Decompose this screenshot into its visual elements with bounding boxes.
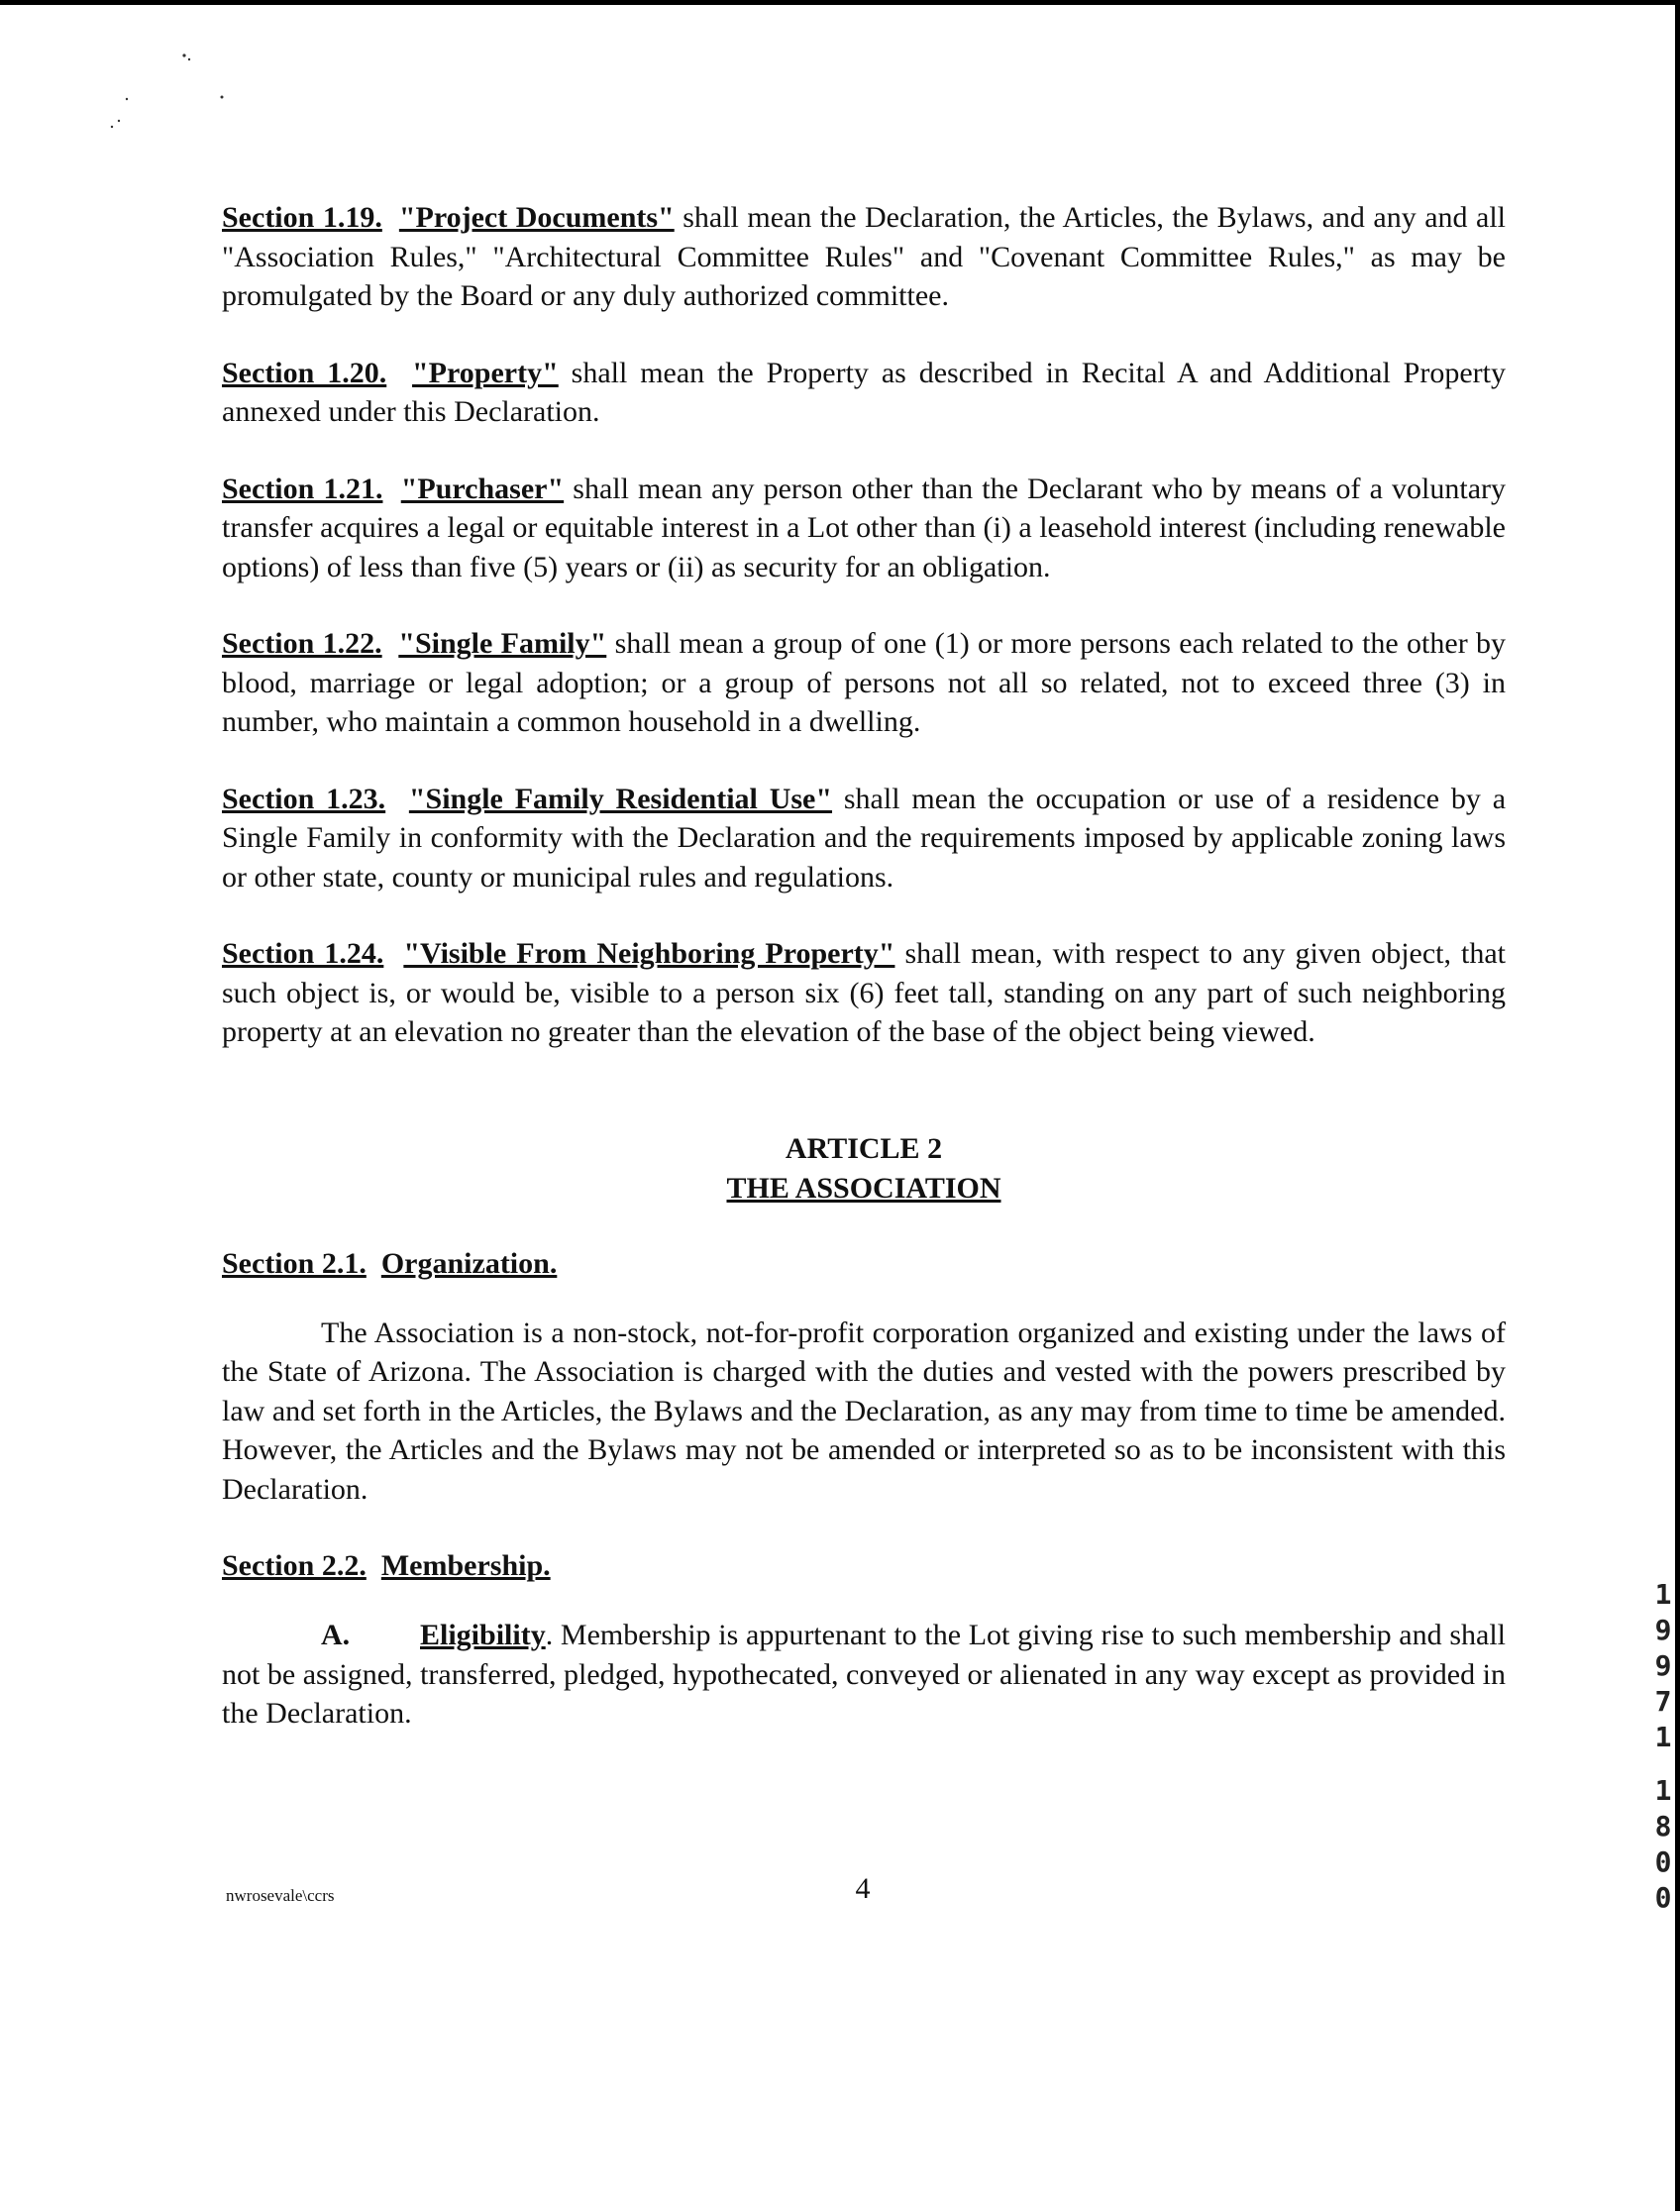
section-2-1-heading xyxy=(222,1244,1506,1284)
page-number: 4 xyxy=(855,1872,871,1905)
section-number: Section 1.24. xyxy=(222,937,384,970)
section-number: Section 2.1. xyxy=(222,1246,367,1280)
section-number: Section 1.21. xyxy=(222,472,383,505)
section-2-1-body: The Association is a non-stock, not-for-profit corporation organized and existing under the laws of the State of Arizona. The Association is charged with the duties and vested with the powers prescribed by law and set forth in the Articles, the Bylaws and the Declaration, as any may from time to time be amended. However, the Articles and the Bylaws may not be amended or interpreted so as to be inconsistent with this Declaration. xyxy=(222,1316,1506,1506)
document-page xyxy=(222,198,1506,1771)
defined-term: "Property" xyxy=(412,356,559,389)
section-number: Section 1.22. xyxy=(222,627,382,660)
defined-term: "Single Family" xyxy=(398,627,607,660)
section-number: Section 1.23. xyxy=(222,782,386,815)
subsection-label: A. xyxy=(321,1619,351,1651)
subsection-text: . Membership is appurtenant to the Lot giving rise to such membership and shall not be assigned, transferred, pledged, hypothecated, conveyed or alienated in any way except as provided in the Declaration. xyxy=(222,1619,1506,1730)
section-1-23 xyxy=(222,780,1506,897)
stamp-digit: 0 xyxy=(1654,1881,1672,1914)
article-title: THE ASSOCIATION xyxy=(726,1171,1001,1205)
stamp-digit: 1 xyxy=(1654,1578,1672,1611)
section-1-19 xyxy=(222,198,1506,316)
section-1-22 xyxy=(222,624,1506,742)
stamp-digit: 8 xyxy=(1654,1810,1672,1842)
document-stamp-number xyxy=(1648,1577,1678,1916)
section-number: Section 2.2. xyxy=(222,1549,367,1582)
section-text: shall mean any person other than the Declarant who by means of a voluntary transfer acquires a legal or equitable interest in a Lot other than (i) a leasehold interest (including renewable options) of less than five (5) years or (ii) as security for an obligation. xyxy=(222,472,1507,583)
section-1-20 xyxy=(222,354,1506,432)
section-2-2-heading xyxy=(222,1546,1506,1586)
section-number: Section 1.20. xyxy=(222,356,387,389)
section-title: Organization. xyxy=(380,1246,558,1280)
subsection-title: Eligibility xyxy=(420,1619,546,1651)
section-2-2-a xyxy=(222,1616,1506,1734)
defined-term: "Project Documents" xyxy=(398,201,675,234)
stamp-digit: 9 xyxy=(1654,1649,1672,1682)
stamp-digit: 7 xyxy=(1654,1685,1672,1718)
defined-term: "Purchaser" xyxy=(400,472,565,505)
section-text: shall mean, with respect to any given object, that such object is, or would be, visible to a person six (6) feet tall, standing on any part of such neighboring property at an elevation no greater than the elevation of the base of the object being viewed. xyxy=(222,937,1506,1048)
scan-specks xyxy=(0,0,297,158)
stamp-digit: 1 xyxy=(1654,1774,1672,1807)
defined-term: "Single Family Residential Use" xyxy=(408,782,833,815)
article-heading xyxy=(222,1129,1506,1209)
stamp-digit: 1 xyxy=(1654,1721,1672,1753)
section-text: shall mean the Declaration, the Articles, the Bylaws, and any and all "Association Rules," "Architectural Committee Rules" and "Covenant Committee Rules," as may be promulgated by the Board or any duly authorized committee. xyxy=(222,201,1507,312)
section-1-24 xyxy=(222,934,1506,1052)
defined-term: "Visible From Neighboring Property" xyxy=(403,937,895,970)
footer-file-id: nwrosevale\ccrs xyxy=(226,1886,335,1905)
section-title: Membership. xyxy=(380,1549,551,1582)
stamp-gap xyxy=(1648,1755,1678,1773)
stamp-digit: 9 xyxy=(1654,1614,1672,1646)
section-1-21 xyxy=(222,470,1506,587)
section-text: shall mean the occupation or use of a residence by a Single Family in conformity with the Declaration and the requirements imposed by applicable zoning laws or other state, county or municipal rules and regulations. xyxy=(222,782,1507,894)
section-text: shall mean the Property as described in Recital A and Additional Property annexed under this Declaration. xyxy=(222,356,1506,428)
section-number: Section 1.19. xyxy=(222,201,382,234)
section-text: shall mean a group of one (1) or more persons each related to the other by blood, marriage or legal adoption; or a group of persons not all so related, not to exceed three (3) in number, who maintain a common household in a dwelling. xyxy=(222,627,1507,738)
stamp-digit: 0 xyxy=(1654,1845,1672,1878)
article-number: ARTICLE 2 xyxy=(785,1131,943,1165)
